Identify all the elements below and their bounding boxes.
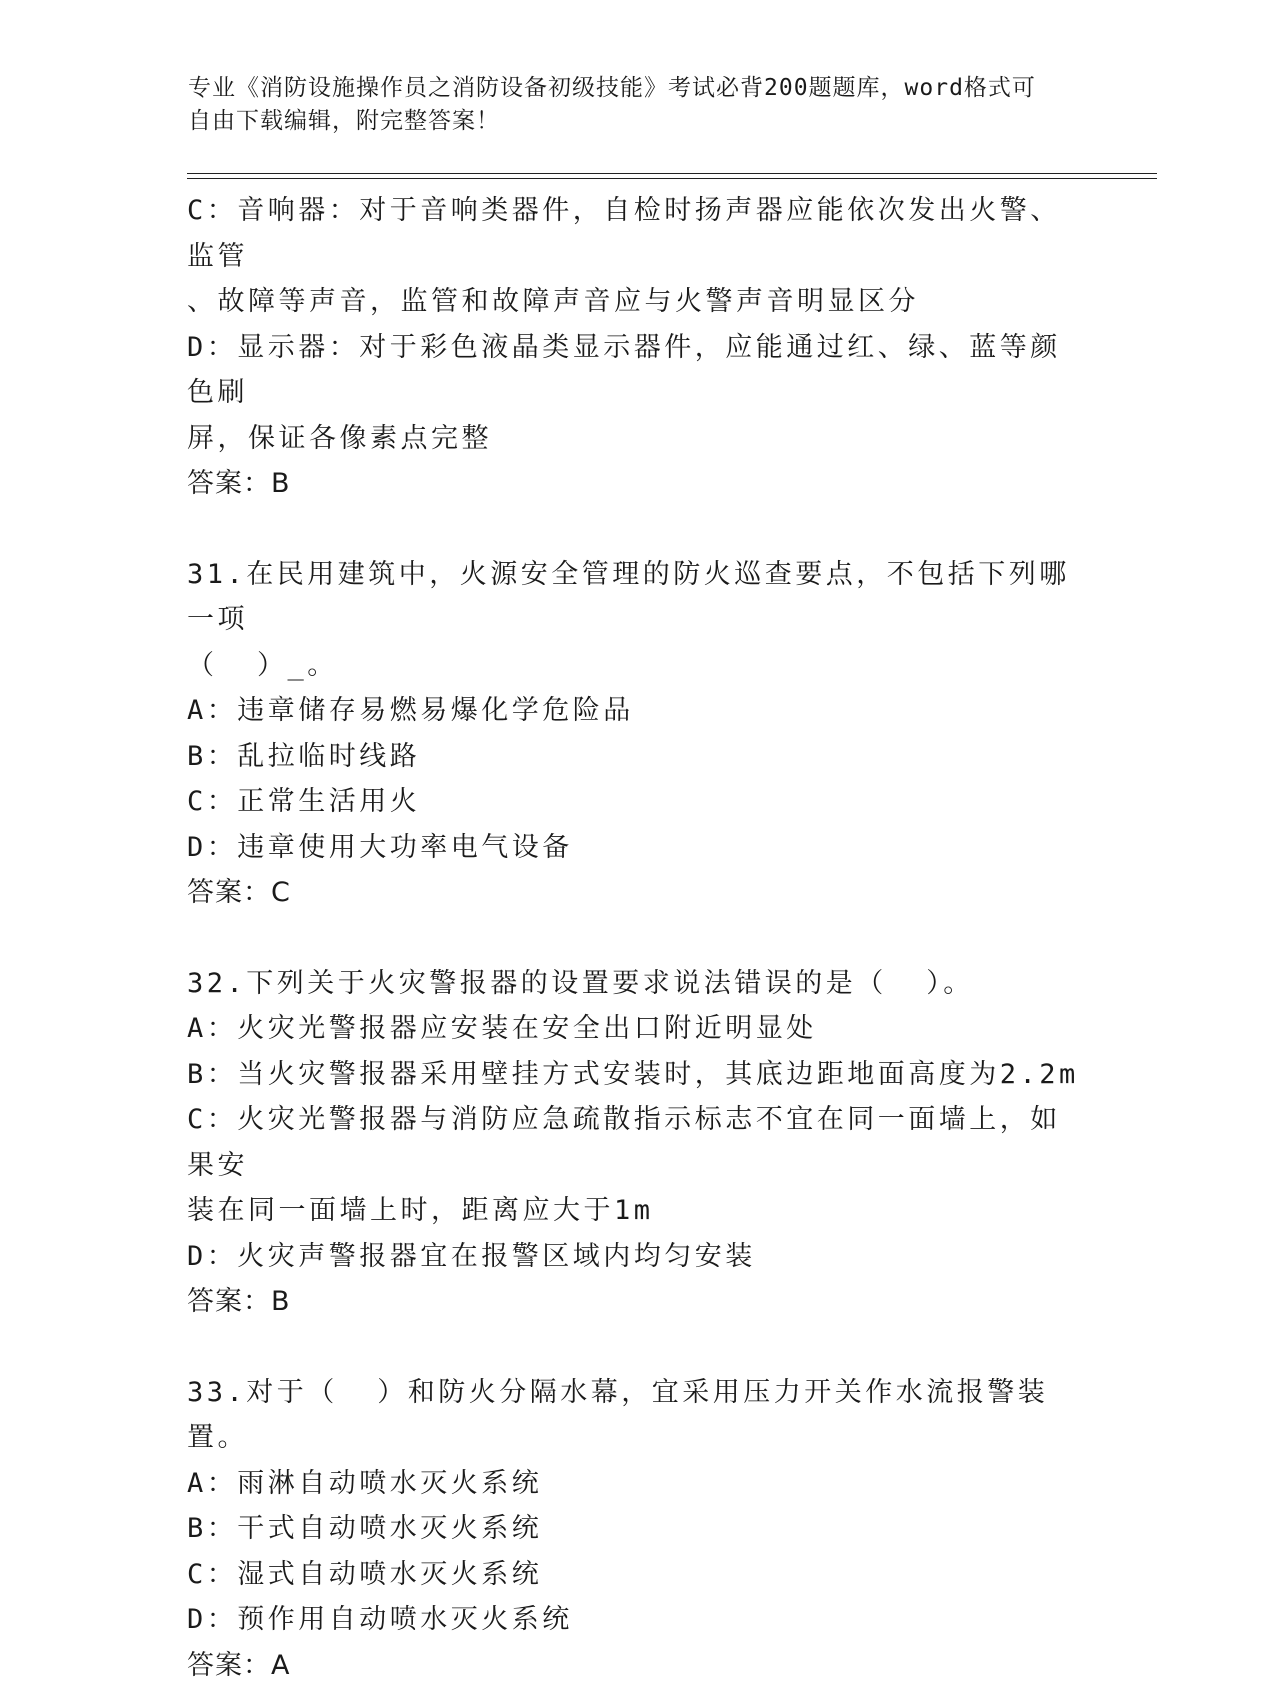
question-block-prev bbox=[187, 188, 1087, 507]
question-stem: 33.对于（ ）和防火分隔水幕，宜采用压力开关作水流报警装置。 bbox=[187, 1370, 1087, 1461]
header-line-1: 专业《消防设施操作员之消防设备初级技能》考试必背200题题库，word格式可 bbox=[188, 72, 1088, 105]
header-rule-bottom bbox=[187, 178, 1157, 179]
header-rule-top bbox=[187, 173, 1157, 174]
option-c-line-2: 装在同一面墙上时，距离应大于1m bbox=[187, 1188, 1087, 1234]
answer-line: 答案：C bbox=[187, 870, 1087, 916]
spacer bbox=[187, 916, 1087, 961]
option-c-line-1: C：音响器：对于音响类器件，自检时扬声器应能依次发出火警、监管 bbox=[187, 188, 1087, 279]
option-b: B：干式自动喷水灭火系统 bbox=[187, 1506, 1087, 1552]
option-d: D：火灾声警报器宜在报警区域内均匀安装 bbox=[187, 1234, 1087, 1280]
question-stem-line-2: （ ）_。 bbox=[187, 643, 1087, 689]
option-b: B：乱拉临时线路 bbox=[187, 734, 1087, 780]
option-a: A：雨淋自动喷水灭火系统 bbox=[187, 1461, 1087, 1507]
option-c-line-2: 、故障等声音，监管和故障声音应与火警声音明显区分 bbox=[187, 279, 1087, 325]
question-stem: 32.下列关于火灾警报器的设置要求说法错误的是（ ）。 bbox=[187, 961, 1087, 1007]
spacer bbox=[187, 507, 1087, 552]
header-line-2: 自由下载编辑，附完整答案！ bbox=[188, 105, 1088, 138]
question-stem-line-1: 31.在民用建筑中，火源安全管理的防火巡查要点，不包括下列哪一项 bbox=[187, 552, 1087, 643]
answer-line: 答案：B bbox=[187, 1279, 1087, 1325]
question-list bbox=[187, 188, 1087, 1688]
spacer bbox=[187, 1325, 1087, 1370]
option-c: C：正常生活用火 bbox=[187, 779, 1087, 825]
option-c: C：湿式自动喷水灭火系统 bbox=[187, 1552, 1087, 1598]
document-header bbox=[188, 72, 1088, 138]
option-b: B：当火灾警报器采用壁挂方式安装时，其底边距地面高度为2.2m bbox=[187, 1052, 1087, 1098]
option-d: D：预作用自动喷水灭火系统 bbox=[187, 1597, 1087, 1643]
option-d-line-1: D：显示器：对于彩色液晶类显示器件，应能通过红、绿、蓝等颜色刷 bbox=[187, 325, 1087, 416]
option-d-line-2: 屏，保证各像素点完整 bbox=[187, 416, 1087, 462]
option-d: D：违章使用大功率电气设备 bbox=[187, 825, 1087, 871]
answer-line: 答案：A bbox=[187, 1643, 1087, 1688]
option-a: A：火灾光警报器应安装在安全出口附近明显处 bbox=[187, 1006, 1087, 1052]
answer-line: 答案：B bbox=[187, 461, 1087, 507]
question-32 bbox=[187, 961, 1087, 1325]
question-31 bbox=[187, 552, 1087, 916]
option-c-line-1: C：火灾光警报器与消防应急疏散指示标志不宜在同一面墙上，如果安 bbox=[187, 1097, 1087, 1188]
question-33 bbox=[187, 1370, 1087, 1688]
option-a: A：违章储存易燃易爆化学危险品 bbox=[187, 688, 1087, 734]
